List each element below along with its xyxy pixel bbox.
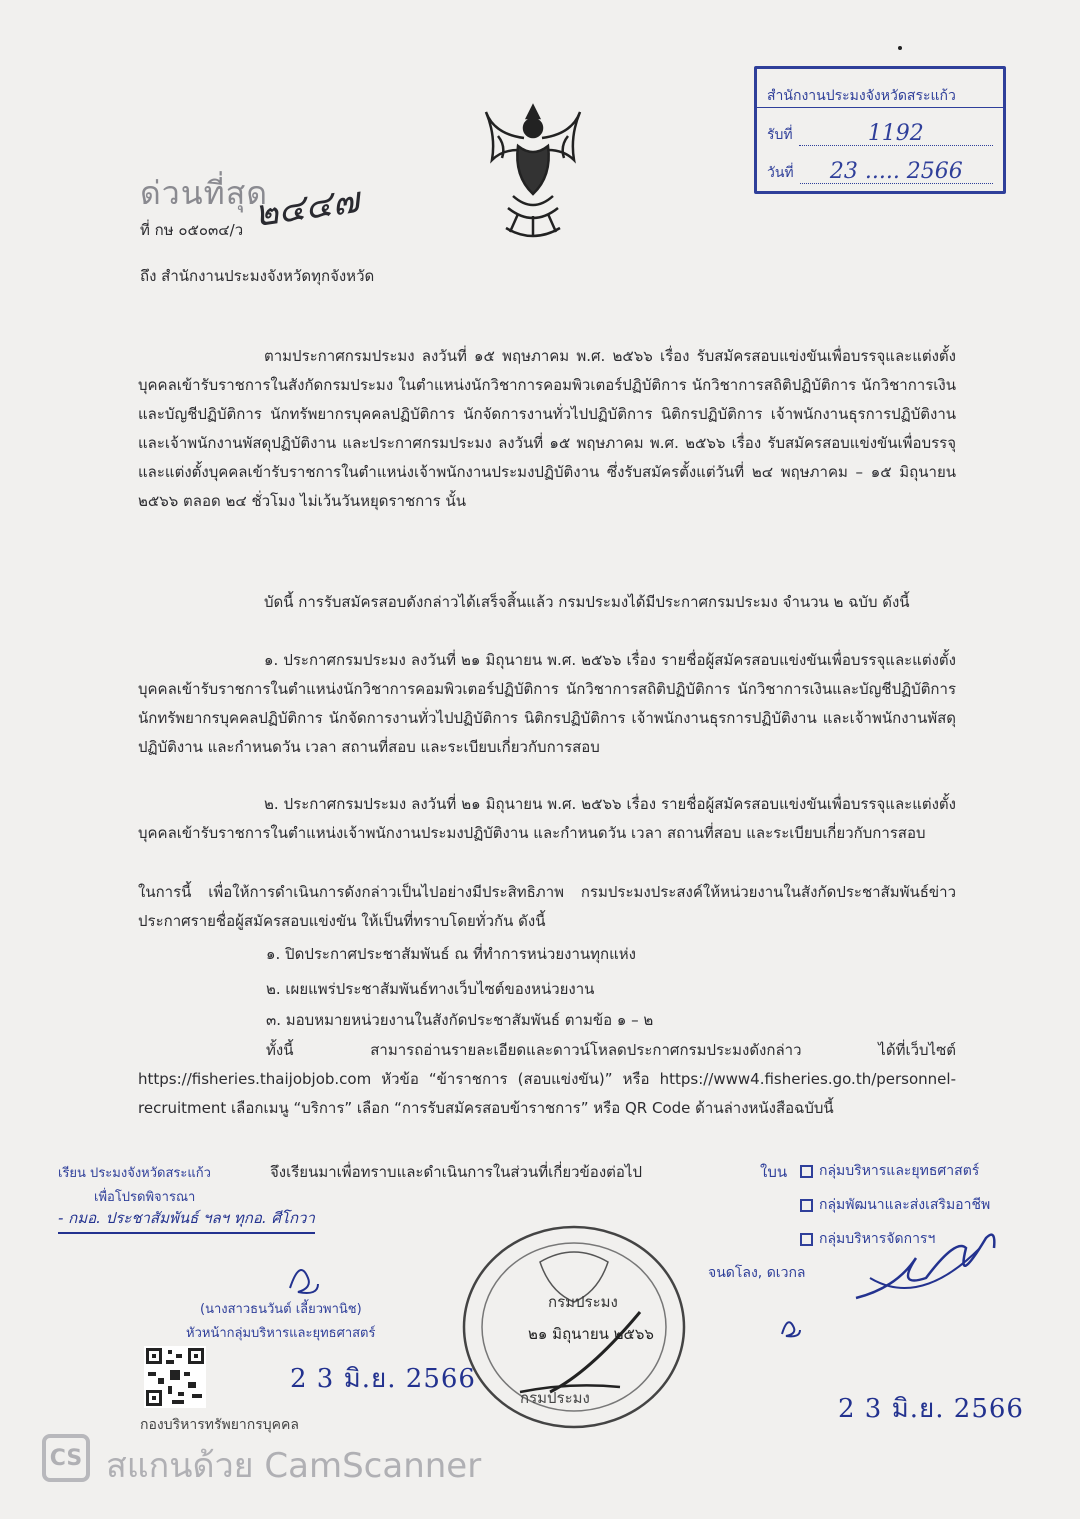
seal-text-bottom: กรมประมง: [520, 1389, 590, 1407]
routing-option-dev: กลุ่มพัฒนาและส่งเสริมอาชีพ: [800, 1194, 990, 1216]
receipt-no-label: รับที่: [767, 127, 793, 143]
camscanner-watermark: สแกนด้วย CamScanner: [106, 1446, 482, 1486]
ref-handwritten-number: ๒๔๔๗: [251, 179, 362, 236]
checkbox-icon: [800, 1199, 813, 1212]
handwritten-note: จนดโลง, ดเวกล: [708, 1265, 806, 1281]
receipt-stamp: [754, 66, 1006, 194]
date-stamp-right: 2 3 มิ.ย. 2566: [838, 1394, 1024, 1424]
garuda-emblem-icon: [478, 96, 588, 246]
initials-mark-icon: [776, 1312, 804, 1340]
signer-title: หัวหน้ากลุ่มบริหารและยุทธศาสตร์: [186, 1326, 376, 1341]
list-item: ๓. มอบหมายหน่วยงานในสังกัดประชาสัมพันธ์ ตามข้อ ๑ – ๒: [266, 1011, 654, 1029]
signer-name: (นางสาวธนวันต์ เลี้ยวพานิช): [200, 1302, 362, 1317]
director-signature-icon: [850, 1218, 1000, 1318]
seal-date-text: ๒๑ มิถุนายน ๒๕๖๖: [528, 1325, 654, 1343]
routing-option-manage: กลุ่มบริหารจัดการฯ: [800, 1228, 935, 1250]
list-item: ๑. ปิดประกาศประชาสัมพันธ์ ณ ที่ทำการหน่วยงานทุกแห่ง: [266, 945, 636, 963]
paragraph-6: ทั้งนี้ สามารถอ่านรายละเอียดและดาวน์โหลดประกาศกรมประมงดังกล่าว ได้ที่เว็บไซต์ https://fisheries.thaijobjob.com หัวข้อ “ข้าราชการ (สอบแข่งขัน)” หรือ https://www4.fisheries.go.th/personnel-recruitment เลือกเมนู “บริการ” เลือก “การรับสมัครสอบข้าราชการ” หรือ QR Code ด้านล่างหนังสือฉบับนี้: [138, 1041, 956, 1117]
urgency-label: ด่วนที่สุด: [140, 174, 269, 212]
memo-line-1: เรียน ประมงจังหวัดสระแก้ว: [58, 1166, 211, 1181]
checkbox-icon: [800, 1233, 813, 1246]
receipt-date: 23 ..... 2566: [800, 161, 993, 184]
memo-line-2: เพื่อโปรดพิจารณา: [94, 1190, 196, 1205]
paragraph-5: ในการนี้ เพื่อให้การดำเนินการดังกล่าวเป็นไปอย่างมีประสิทธิภาพ กรมประมงประสงค์ให้หน่วยงานในสังกัดประชาสัมพันธ์ข่าวประกาศรายชื่อผู้สมัครสอบแข่งขัน ให้เป็นที่ทราบโดยทั่วกัน ดังนี้: [138, 883, 956, 930]
memo-line-3: - กมอ. ประชาสัมพันธ์ ฯลฯ ทุกอ. ศีโกวา: [58, 1206, 315, 1234]
list-item: ๒. เผยแพร่ประชาสัมพันธ์ทางเว็บไซต์ของหน่วยงาน: [266, 980, 595, 998]
ink-dot: [898, 46, 902, 50]
receipt-no: 1192: [799, 123, 993, 146]
recipient-line: ถึง สำนักงานประมงจังหวัดทุกจังหวัด: [140, 267, 375, 285]
paragraph-3: ๑. ประกาศกรมประมง ลงวันที่ ๒๑ มิถุนายน พ.ศ. ๒๕๖๖ เรื่อง รายชื่อผู้สมัครสอบแข่งขันเพื่อบรรจุและแต่งตั้งบุคคลเข้ารับราชการในตำแหน่งนักวิชาการคอมพิวเตอร์ปฏิบัติการ นักวิชาการสถิติปฏิบัติการ นักวิชาการเงินและบัญชีปฏิบัติการ นักทรัพยากรบุคคลปฏิบัติการ นักจัดการงานทั่วไปปฏิบัติการ นิติกรปฏิบัติการ เจ้าพนักงานธุรการปฏิบัติงาน และเจ้าพนักงานพัสดุปฏิบัติงาน และกำหนดวัน เวลา สถานที่สอบ และระเบียบเกี่ยวกับการสอบ: [138, 651, 956, 756]
paragraph-4: ๒. ประกาศกรมประมง ลงวันที่ ๒๑ มิถุนายน พ.ศ. ๒๕๖๖ เรื่อง รายชื่อผู้สมัครสอบแข่งขันเพื่อบรรจุและแต่งตั้งบุคคลเข้ารับราชการในตำแหน่งเจ้าพนักงานประมงปฏิบัติงาน และกำหนดวัน เวลา สถานที่สอบ และระเบียบเกี่ยวกับการสอบ: [138, 795, 956, 842]
paragraph-1: ตามประกาศกรมประมง ลงวันที่ ๑๕ พฤษภาคม พ.ศ. ๒๕๖๖ เรื่อง รับสมัครสอบแข่งขันเพื่อบรรจุและแต่งตั้งบุคคลเข้ารับราชการในสังกัดกรมประมง ในตำแหน่งนักวิชาการคอมพิวเตอร์ปฏิบัติการ นักวิชาการสถิติปฏิบัติการ นักวิชาการเงินและบัญชีปฏิบัติการ นักทรัพยากรบุคคลปฏิบัติการ นักจัดการงานทั่วไปปฏิบัติการ นิติกรปฏิบัติการ เจ้าพนักงานธุรการปฏิบัติงาน และเจ้าพนักงานพัสดุปฏิบัติงาน และประกาศกรมประมง ลงวันที่ ๑๕ พฤษภาคม พ.ศ. ๒๕๖๖ เรื่อง รับสมัครสอบแข่งขันเพื่อบรรจุและแต่งตั้งบุคคลเข้ารับราชการในตำแหน่งเจ้าพนักงานประมงปฏิบัติงาน ซึ่งรับสมัครตั้งแต่วันที่ ๒๔ พฤษภาคม – ๑๕ มิถุนายน ๒๕๖๖ ตลอด ๒๔ ชั่วโมง ไม่เว้นวันหยุดราชการ นั้น: [138, 347, 956, 510]
reference-number: ที่ กษ ๐๕๐๓๔/ว: [140, 221, 244, 239]
routing-option-admin: กลุ่มบริหารและยุทธศาสตร์: [800, 1160, 979, 1182]
receipt-date-label: วันที่: [767, 165, 794, 181]
department-name: กองบริหารทรัพยากรบุคคล: [140, 1417, 299, 1433]
signature-mark-icon: [282, 1258, 322, 1298]
qr-code-icon: [144, 1346, 206, 1408]
camscanner-logo-icon: CS: [42, 1434, 90, 1482]
date-stamp-left: 2 3 มิ.ย. 2566: [290, 1364, 476, 1394]
routing-label: ใบน: [760, 1163, 788, 1181]
closing-line: จึงเรียนมาเพื่อทราบและดำเนินการในส่วนที่เกี่ยวข้องต่อไป: [270, 1163, 642, 1181]
checkbox-icon: [800, 1165, 813, 1178]
receipt-office: สำนักงานประมงจังหวัดสระแก้ว: [767, 88, 956, 104]
seal-text-top: กรมประมง: [548, 1293, 618, 1311]
paragraph-2: บัดนี้ การรับสมัครสอบดังกล่าวได้เสร็จสิ้นแล้ว กรมประมงได้มีประกาศกรมประมง จำนวน ๒ ฉบับ ดังนี้: [264, 593, 910, 611]
